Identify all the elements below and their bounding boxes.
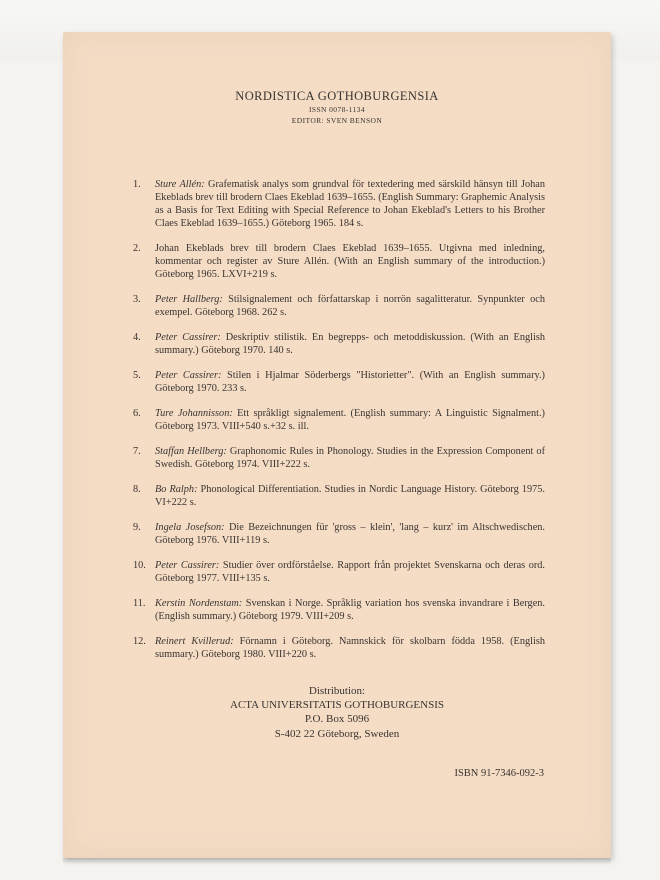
entry-title: Ett språkligt signalement. (English summary: A Linguistic Signalment.) Göteborg 1973. VIII+540 s.+32 s. ill.	[155, 408, 545, 433]
publication-entry	[133, 521, 545, 547]
entry-title: Svenskan i Norge. Språklig variation hos svenska invandrare i Bergen. (English summary.) Göteborg 1979. VIII+209 s.	[155, 598, 546, 623]
entry-number: 9.	[133, 522, 141, 534]
entry-title: Stilen i Hjalmar Söderbergs "Historietter". (With an English summary.) Göteborg 1970. 233 s.	[155, 370, 545, 395]
entry-author: Ture Johannisson:	[155, 408, 233, 420]
editor-line: EDITOR: SVEN BENSON	[291, 116, 383, 125]
entry-title: Graphonomic Rules in Phonology. Studies in the Expression Component of Swedish. Göteborg 1974. VIII+222 s.	[155, 446, 546, 471]
entry-number: 6.	[133, 408, 141, 420]
entry-author: Sture Allén:	[155, 179, 205, 190]
entry-number: 10.	[133, 560, 146, 572]
isbn: ISBN 91-7346-092-3	[454, 768, 544, 779]
entry-title: Deskriptiv stilistik. En begrepps- och metoddiskussion. (With an English summary.) Göteborg 1970. 140 s.	[155, 332, 546, 357]
entry-author: Bo Ralph:	[155, 484, 198, 496]
entry-number: 3.	[133, 294, 141, 306]
entry-author: Ingela Josefson:	[155, 522, 225, 534]
entry-text	[155, 407, 545, 433]
publication-entry	[133, 407, 545, 433]
series-header	[63, 88, 611, 126]
entry-number: 5.	[133, 370, 141, 382]
entry-title: Grafematisk analys som grundval för textedering med särskild hänsyn till Johan Ekeblads brev till brodern Claes Ekeblad 1639–1655. (English Summary: Graphemic Analysis as a Basis for Text Editing with Special Reference to Johan Ekeblad's Letters to his Brother Claes Ekeblad 1639–1655.) Göteborg 1965. 184 s.	[155, 179, 546, 230]
series-title: NORDISTICA GOTHOBURGENSIA	[235, 89, 439, 103]
distribution-label: Distribution:	[308, 685, 366, 697]
entry-author: Kerstin Nordenstam:	[155, 598, 243, 610]
entry-author: Peter Cassirer:	[155, 370, 222, 382]
entry-author: Reinert Kvillerud:	[155, 636, 234, 648]
entry-title: Förnamn i Göteborg. Namnskick för skolbarn födda 1958. (English summary.) Göteborg 1980. VIII+220 s.	[155, 636, 545, 661]
entry-author: Peter Cassirer:	[155, 332, 221, 344]
entry-text	[155, 521, 545, 547]
entry-text	[155, 178, 545, 230]
book-back-cover	[63, 32, 611, 858]
entry-title: Stilsignalement och författarskap i norrön sagalitteratur. Synpunkter och exempel. Göteborg 1968. 262 s.	[155, 294, 545, 319]
publication-entry	[133, 483, 545, 509]
entry-number: 1.	[133, 179, 141, 190]
entry-text	[155, 483, 545, 509]
publication-entry	[133, 445, 545, 471]
entry-author: Staffan Hellberg:	[155, 446, 227, 458]
entry-author: Peter Hallberg:	[155, 294, 223, 306]
cover-shadow	[63, 858, 611, 864]
entry-title: Johan Ekeblads brev till brodern Claes Ekeblad 1639–1655. Utgivna med inledning, kommentar och register av Sture Allén. (With an English summary of the introduction.) Göteborg 1965. LXVI+219 s.	[155, 243, 545, 281]
publication-entry	[133, 331, 545, 357]
issn: ISSN 0078-1134	[309, 105, 365, 114]
publication-entry	[133, 293, 545, 319]
entry-text	[155, 445, 545, 471]
entry-author: Peter Cassirer:	[155, 560, 220, 572]
entry-title: Phonological Differentiation. Studies in Nordic Language History. Göteborg 1975. VI+222 s.	[155, 484, 545, 509]
entry-number: 12.	[133, 636, 146, 648]
entry-title: Studier över ordförståelse. Rapport från projektet Svenskarna och deras ord. Göteborg 1977. VIII+135 s.	[155, 560, 545, 585]
distributor-city: S-402 22 Göteborg, Sweden	[274, 727, 400, 740]
distributor-name: ACTA UNIVERSITATIS GOTHOBURGENSIS	[230, 699, 444, 712]
entry-text	[155, 369, 545, 395]
publication-entry	[133, 178, 545, 230]
entry-title: Die Bezeichnungen für 'gross – klein', 'lang – kurz' im Altschwedischen. Göteborg 1976. VIII+119 s.	[155, 522, 545, 547]
entry-text	[155, 559, 545, 585]
entry-text	[155, 597, 545, 623]
entry-text	[155, 242, 545, 281]
publication-list	[133, 178, 545, 673]
entry-text	[155, 293, 545, 319]
entry-text	[155, 331, 545, 357]
entry-number: 7.	[133, 446, 141, 458]
publication-entry	[133, 635, 545, 661]
publication-entry	[133, 597, 545, 623]
entry-number: 8.	[133, 484, 141, 496]
publication-entry	[133, 369, 545, 395]
entry-number: 11.	[133, 598, 146, 610]
entry-number: 4.	[133, 332, 141, 344]
publication-entry	[133, 559, 545, 585]
distribution-block	[63, 684, 611, 741]
entry-text	[155, 635, 545, 661]
entry-number: 2.	[133, 243, 141, 255]
publication-entry	[133, 242, 545, 281]
distributor-box: P.O. Box 5096	[304, 713, 370, 726]
